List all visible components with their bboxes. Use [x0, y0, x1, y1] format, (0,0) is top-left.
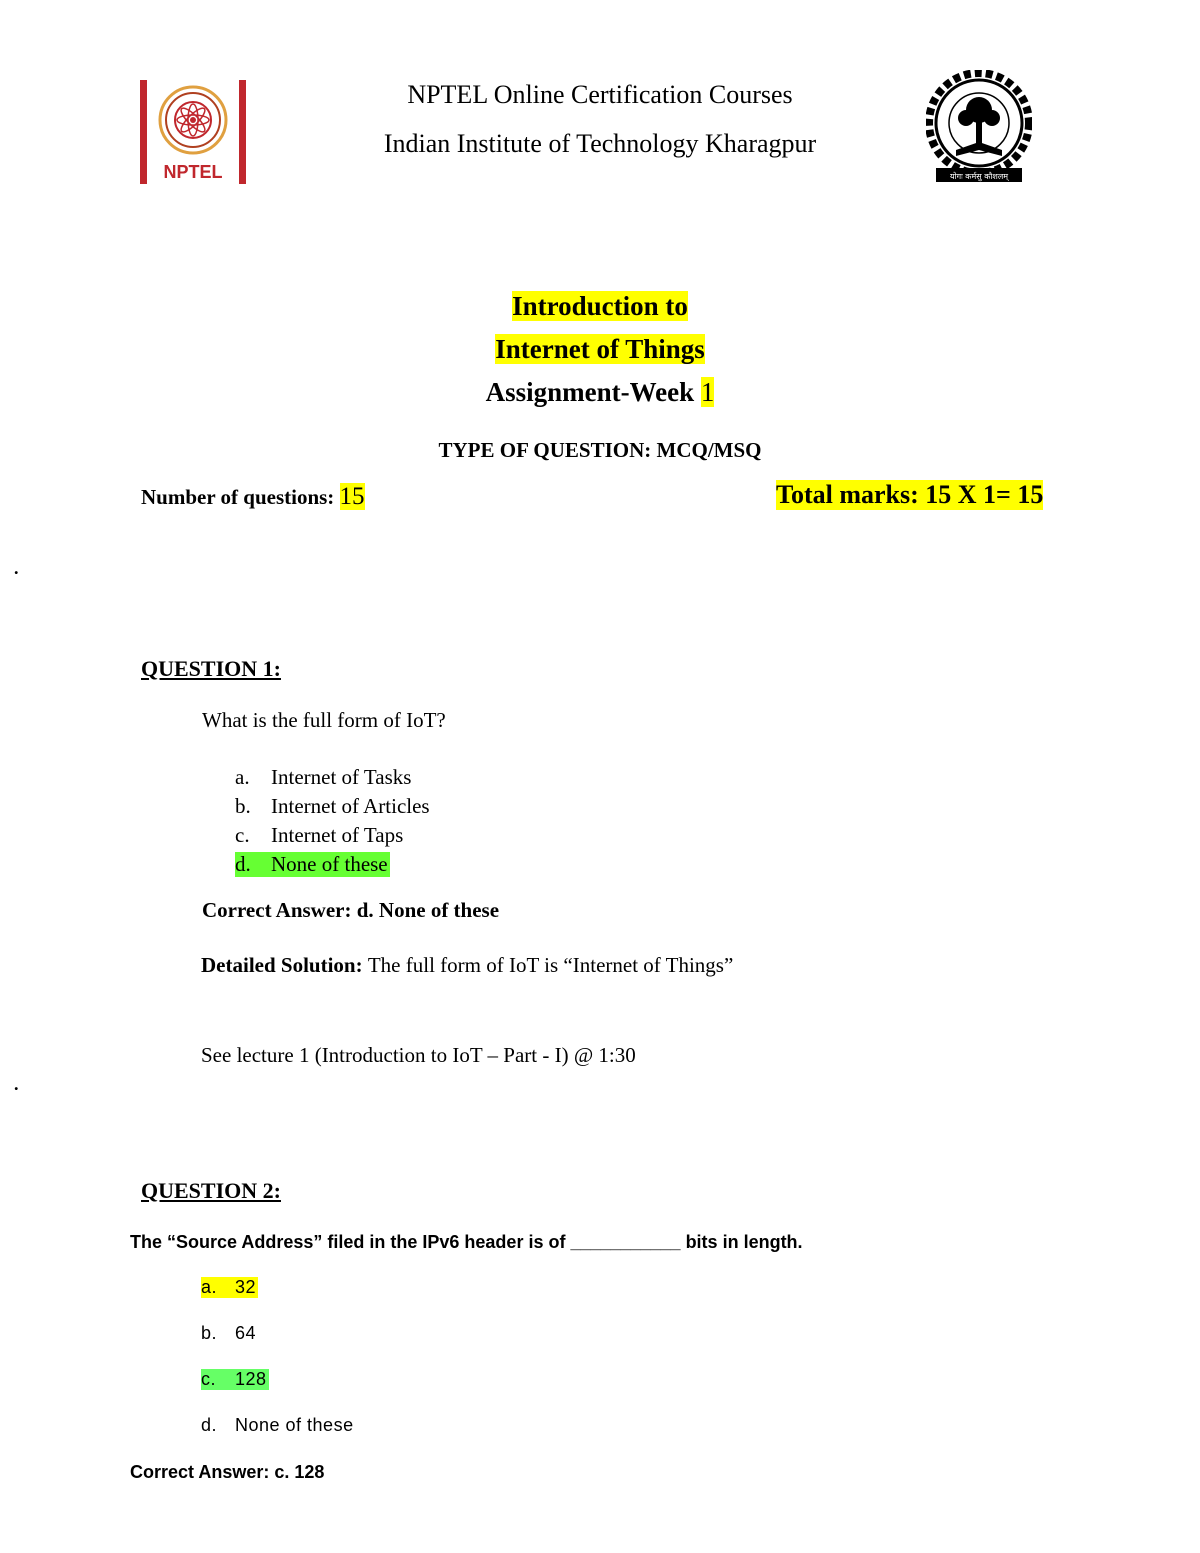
total-marks: Total marks: 15 X 1= 15	[776, 480, 1044, 509]
question-2-option-d: d. None of these	[201, 1415, 354, 1435]
iit-logo-motto: योगः कर्मसु कौशलम्	[949, 172, 1009, 181]
stray-dot: .	[14, 1074, 19, 1094]
course-title-line1: Introduction to	[512, 291, 688, 321]
question-2-heading: QUESTION 2:	[141, 1178, 281, 1203]
question-1-heading: QUESTION 1:	[141, 656, 281, 681]
question-1-correct-answer: Correct Answer: d. None of these	[202, 898, 500, 922]
question-1-text: What is the full form of IoT?	[202, 708, 446, 732]
course-title-line2: Internet of Things	[495, 334, 705, 364]
question-1-option-a: a. Internet of Tasks	[235, 765, 412, 789]
question-1-option-c: c. Internet of Taps	[235, 823, 404, 847]
stray-dot: .	[14, 558, 19, 578]
question-2-option-a: a. 32	[201, 1277, 257, 1297]
question-1-lecture-reference: See lecture 1 (Introduction to IoT – Part - I) @ 1:30	[201, 1043, 636, 1067]
question-2-option-c: c. 128	[201, 1369, 267, 1389]
iit-kharagpur-logo	[926, 70, 1032, 184]
nptel-logo-text: NPTEL	[163, 162, 223, 182]
question-1-option-b: b. Internet of Articles	[235, 794, 430, 818]
question-2-option-b: b. 64	[201, 1323, 257, 1343]
question-2-correct-answer: Correct Answer: c. 128	[130, 1462, 325, 1482]
header-institution-line2: Indian Institute of Technology Kharagpur	[383, 129, 817, 158]
question-1-option-d: d. None of these	[235, 852, 388, 876]
number-of-questions: Number of questions: 15	[141, 483, 365, 510]
question-type: TYPE OF QUESTION: MCQ/MSQ	[438, 438, 762, 462]
question-2-text: The “Source Address” filed in the IPv6 header is of ___________ bits in length.	[130, 1232, 803, 1252]
question-1-detailed-solution: Detailed Solution: The full form of IoT is “Internet of Things”	[201, 953, 734, 977]
header-institution-line1: NPTEL Online Certification Courses	[407, 80, 793, 109]
assignment-week-title: Assignment-Week 1	[485, 377, 715, 407]
